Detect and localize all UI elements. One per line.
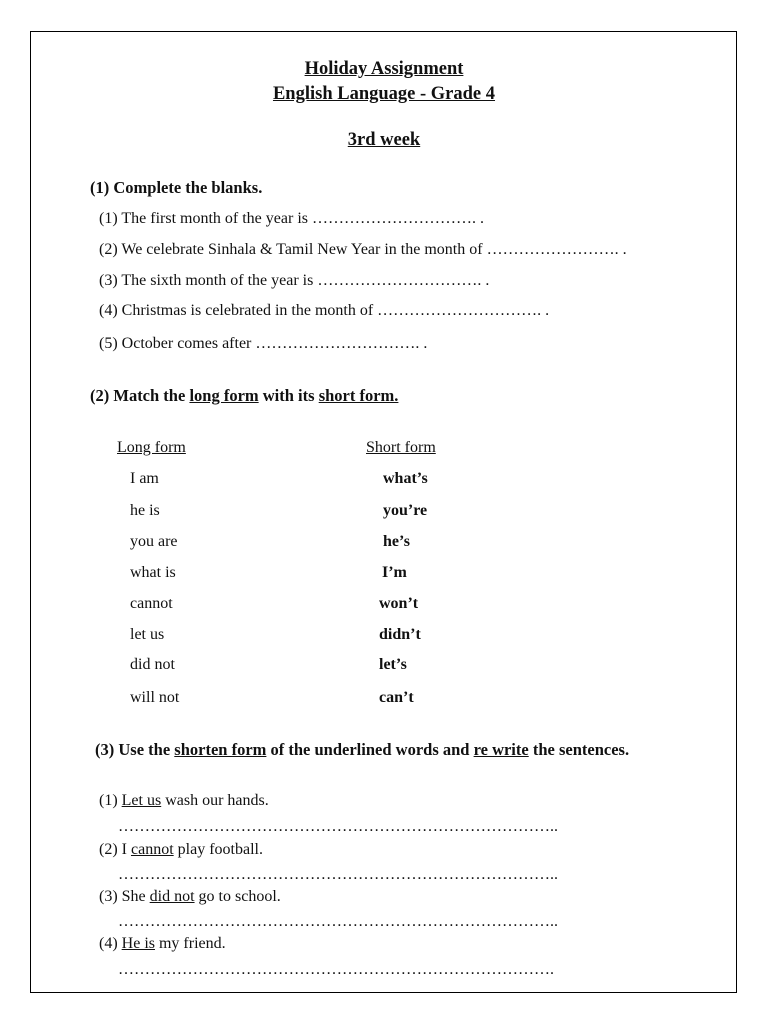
short-form-header: Short form (366, 439, 436, 456)
q3-sentence-1 (99, 792, 269, 810)
underlined-words: Let us (121, 792, 162, 809)
q1-item-2: (2) We celebrate Sinhala & Tamil New Year in the month of ……………………. . (99, 241, 627, 258)
short-form-item: didn’t (379, 626, 421, 643)
assignment-subtitle: English Language - Grade 4 (272, 84, 496, 104)
sentence-text: play football. (173, 841, 263, 858)
sentence-text: (1) (99, 792, 122, 809)
q3-heading-text-mid: of the underlined words and (266, 740, 474, 759)
long-form-item: let us (130, 626, 165, 643)
q3-heading-underlined-1: shorten form (174, 740, 267, 759)
long-form-item: you are (130, 533, 178, 550)
q2-heading-text-mid: with its (258, 386, 319, 405)
long-form-item: what is (130, 564, 176, 581)
q2-heading-text: (2) Match the (90, 386, 190, 405)
assignment-title: Holiday Assignment (304, 59, 464, 79)
underlined-words: cannot (130, 841, 174, 858)
underlined-words: did not (149, 888, 195, 905)
answer-line: ……………………………………………………………………….. (118, 913, 558, 930)
short-form-item: you’re (383, 502, 428, 519)
q3-heading (95, 740, 629, 760)
sentence-text: my friend. (154, 935, 226, 952)
long-form-item: cannot (130, 595, 173, 612)
sentence-text: go to school. (194, 888, 281, 905)
q1-item-5: (5) October comes after …………………………. . (99, 335, 428, 352)
short-form-item: won’t (379, 595, 419, 612)
short-form-item: let’s (379, 656, 407, 673)
q3-sentence-4 (99, 935, 226, 953)
q2-heading-underlined-1: long form (189, 386, 259, 405)
week-label: 3rd week (347, 130, 421, 150)
q3-sentence-3 (99, 888, 281, 906)
q1-item-4: (4) Christmas is celebrated in the month of …………………………. . (99, 302, 550, 319)
q3-heading-underlined-2: re write (473, 740, 529, 759)
long-form-item: I am (130, 470, 159, 487)
short-form-item: can’t (379, 689, 414, 706)
long-form-item: will not (130, 689, 180, 706)
sentence-text: wash our hands. (161, 792, 269, 809)
q1-heading: (1) Complete the blanks. (90, 178, 263, 197)
long-form-item: did not (130, 656, 175, 673)
answer-line: ……………………………………………………………………….. (118, 818, 558, 835)
q1-item-3: (3) The sixth month of the year is …………………………. . (99, 272, 490, 289)
sentence-text: (2) I (99, 841, 131, 858)
short-form-item: what’s (383, 470, 428, 487)
q3-heading-text-end: the sentences. (528, 740, 630, 759)
short-form-item: I’m (382, 564, 407, 581)
underlined-words: He is (121, 935, 155, 952)
q1-item-1: (1) The first month of the year is …………………………. . (99, 210, 484, 227)
answer-line: ……………………………………………………………………….. (118, 866, 558, 883)
long-form-header: Long form (117, 439, 186, 456)
answer-line: ………………………………………………………………………. (118, 961, 554, 978)
q3-heading-text: (3) Use the (95, 740, 175, 759)
sentence-text: (4) (99, 935, 122, 952)
q3-sentence-2 (99, 841, 263, 859)
q2-heading-underlined-2: short form. (318, 386, 399, 405)
long-form-item: he is (130, 502, 160, 519)
sentence-text: (3) She (99, 888, 150, 905)
short-form-item: he’s (383, 533, 410, 550)
q2-heading (90, 386, 398, 406)
